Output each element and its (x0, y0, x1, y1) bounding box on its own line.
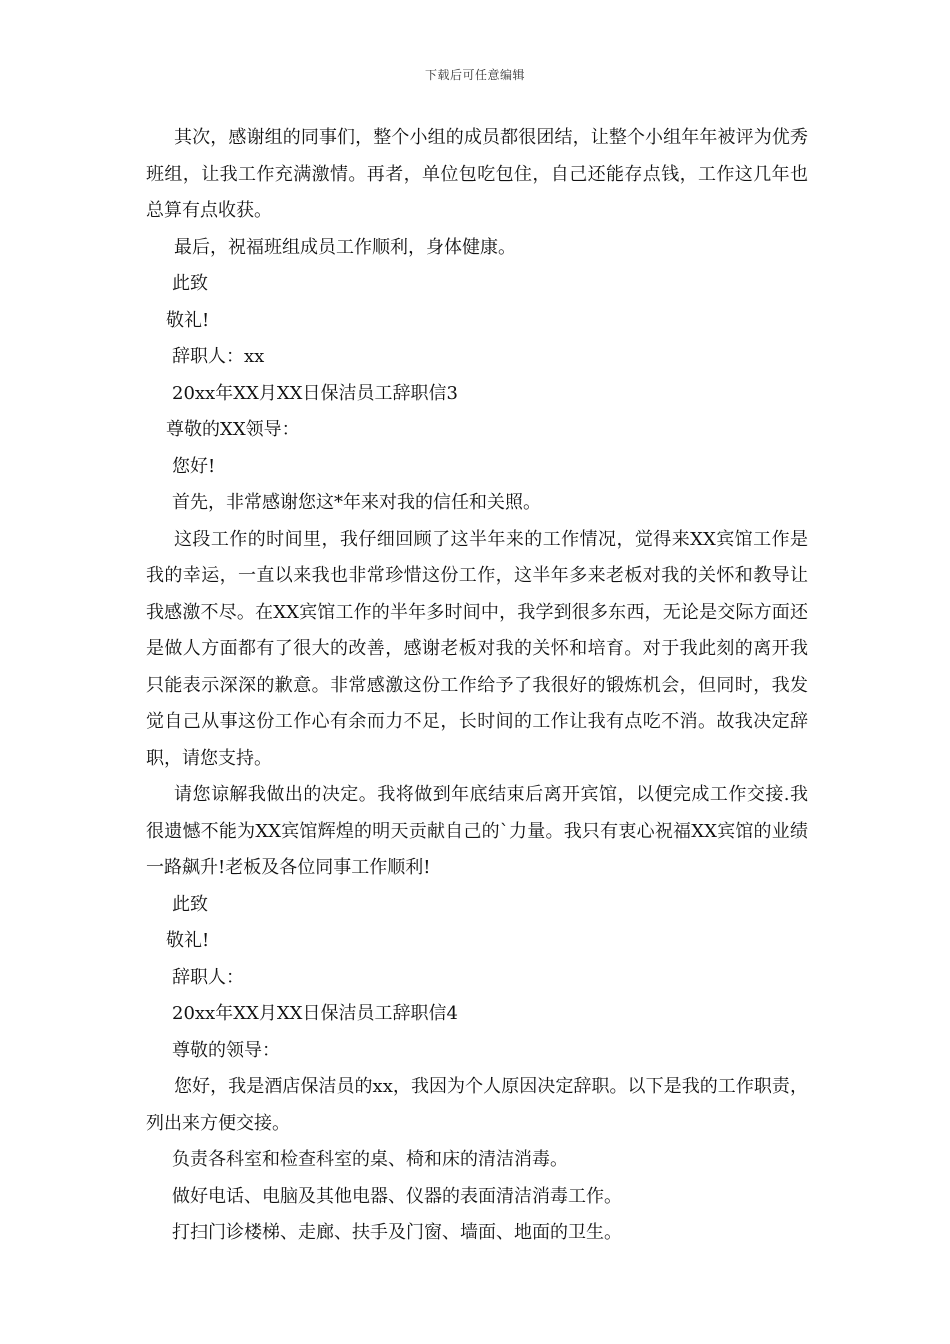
paragraph: 请您谅解我做出的决定。我将做到年底结束后离开宾馆，以便完成工作交接.我很遗憾不能为XX宾馆辉煌的明天贡献自己的`力量。我只有衷心祝福XX宾馆的业绩一路飙升!老板及各位同事工作顺利! (146, 784, 808, 878)
salutation: 尊敬的领导： (172, 1039, 280, 1061)
closing-salute: 敬礼! (166, 309, 210, 331)
text-line: 打扫门诊楼梯、走廊、扶手及门窗、墙面、地面的卫生。 (172, 1222, 622, 1243)
paragraph: 其次，感谢组的同事们，整个小组的成员都很团结，让整个小组年年被评为优秀班组，让我工作充满激情。再者，单位包吃包住，自己还能存点钱，工作这几年也总算有点收获。 (146, 127, 808, 221)
closing-salute: 敬礼! (166, 930, 210, 951)
paragraph: 这段工作的时间里，我仔细回顾了这半年来的工作情况，觉得来XX宾馆工作是我的幸运，一直以来我也非常珍惜这份工作，这半年多来老板对我的关怀和教导让我感激不尽。在XX宾馆工作的半年多时间中，我学到很多东西，无论是交际方面还是做人方面都有了很大的改善，感谢老板对我的关怀和培育。对于我此刻的离开我只能表示深深的歉意。非常感激这份工作给予了我很好的锻炼机会，但同时，我发觉自己从事这份工作心有余而力不足，长时间的工作让我有点吃不消。故我决定辞职，请您支持。 (146, 528, 808, 769)
section-heading: 20xx年XX月XX日保洁员工辞职信3 (172, 382, 458, 404)
section-heading: 20xx年XX月XX日保洁员工辞职信4 (172, 1003, 458, 1024)
text-line: 做好电话、电脑及其他电器、仪器的表面清洁消毒工作。 (172, 1185, 622, 1207)
document-body (146, 120, 808, 1252)
paragraph: 最后，祝福班组成员工作顺利，身体健康。 (174, 236, 516, 258)
greeting: 您好! (172, 455, 216, 477)
paragraph: 您好，我是酒店保洁员的xx，我因为个人原因决定辞职。以下是我的工作职责，列出来方便交接。 (146, 1076, 808, 1134)
closing-line: 此致 (172, 273, 208, 294)
signature-line: 辞职人：xx (172, 346, 265, 367)
closing-line: 此致 (172, 893, 208, 915)
page-header: 下载后可任意编辑 (424, 68, 525, 82)
salutation: 尊敬的XX领导： (166, 419, 300, 440)
text-line: 负责各科室和检查科室的桌、椅和床的清洁消毒。 (172, 1149, 568, 1170)
text-line: 首先，非常感谢您这*年来对我的信任和关照。 (172, 492, 541, 513)
signature-line: 辞职人： (172, 966, 244, 988)
